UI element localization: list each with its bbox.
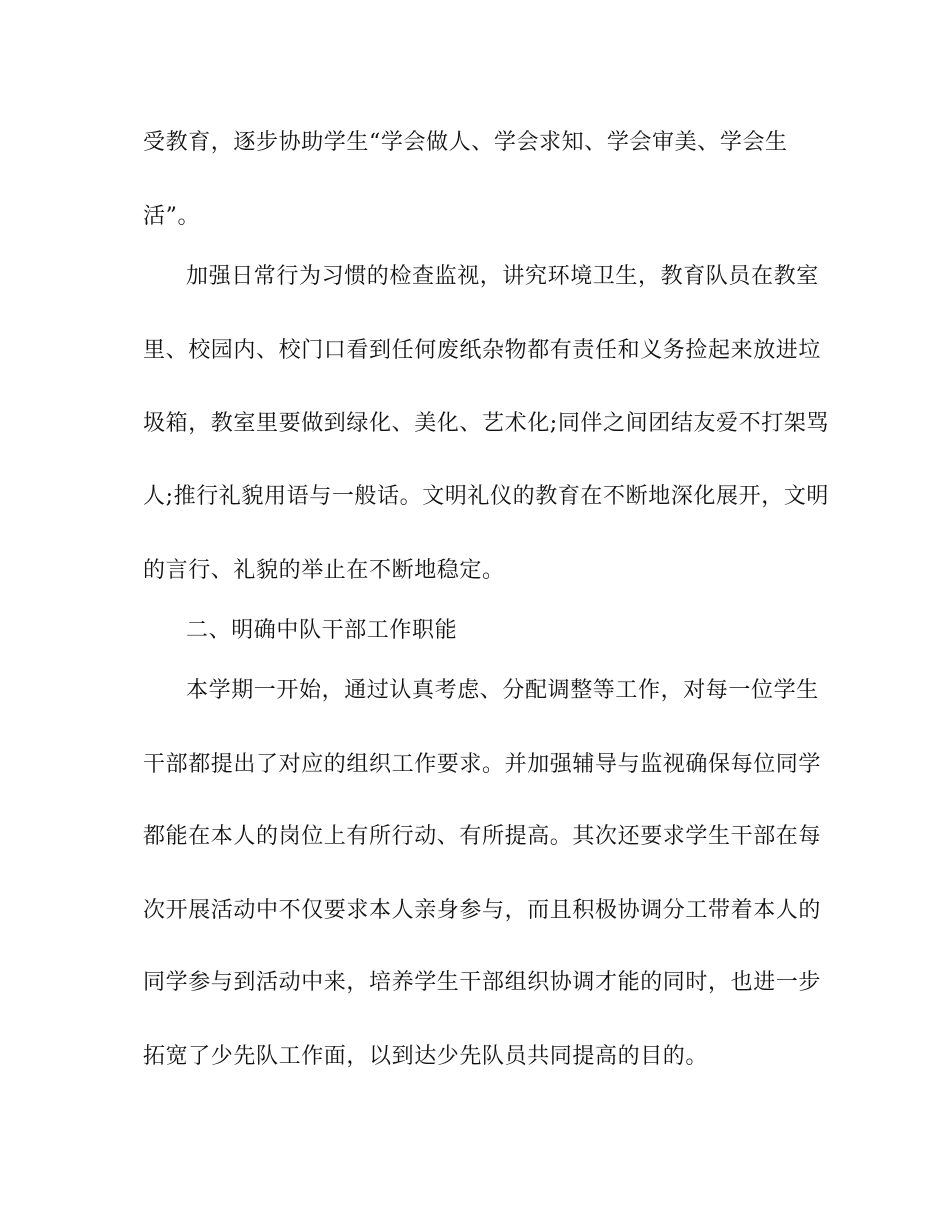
paragraph-line: 加强日常行为习惯的检查监视，讲究环境卫生，教育队员在教室 — [186, 264, 819, 289]
paragraph-line: 的言行、礼貌的举止在不断地稳定。 — [143, 558, 505, 583]
paragraph-line: 干部都提出了对应的组织工作要求。并加强辅导与监视确保每位同学 — [143, 752, 822, 777]
paragraph-line: 活”。 — [143, 204, 201, 229]
paragraph-line: 拓宽了少先队工作面，以到达少先队员共同提高的目的。 — [143, 1044, 709, 1069]
paragraph-line: 人;推行礼貌用语与一般话。文明礼仪的教育在不断地深化展开，文明 — [143, 484, 830, 509]
paragraph-line: 都能在本人的岗位上有所行动、有所提高。其次还要求学生干部在每 — [143, 824, 822, 849]
paragraph-line: 圾箱，教室里要做到绿化、美化、艺术化;同伴之间团结友爱不打架骂 — [143, 411, 830, 436]
paragraph-line: 受教育，逐步协助学生“学会做人、学会求知、学会审美、学会生 — [143, 130, 788, 155]
paragraph-line: 本学期一开始，通过认真考虑、分配调整等工作，对每一位学生 — [186, 678, 819, 703]
section-heading: 二、明确中队干部工作职能 — [186, 618, 458, 643]
paragraph-line: 次开展活动中不仅要求本人亲身参与，而且积极协调分工带着本人的 — [143, 898, 822, 923]
paragraph-line: 里、校园内、校门口看到任何废纸杂物都有责任和义务捡起来放进垃 — [143, 338, 822, 363]
paragraph-line: 同学参与到活动中来，培养学生干部组织协调才能的同时，也进一步 — [143, 970, 822, 995]
